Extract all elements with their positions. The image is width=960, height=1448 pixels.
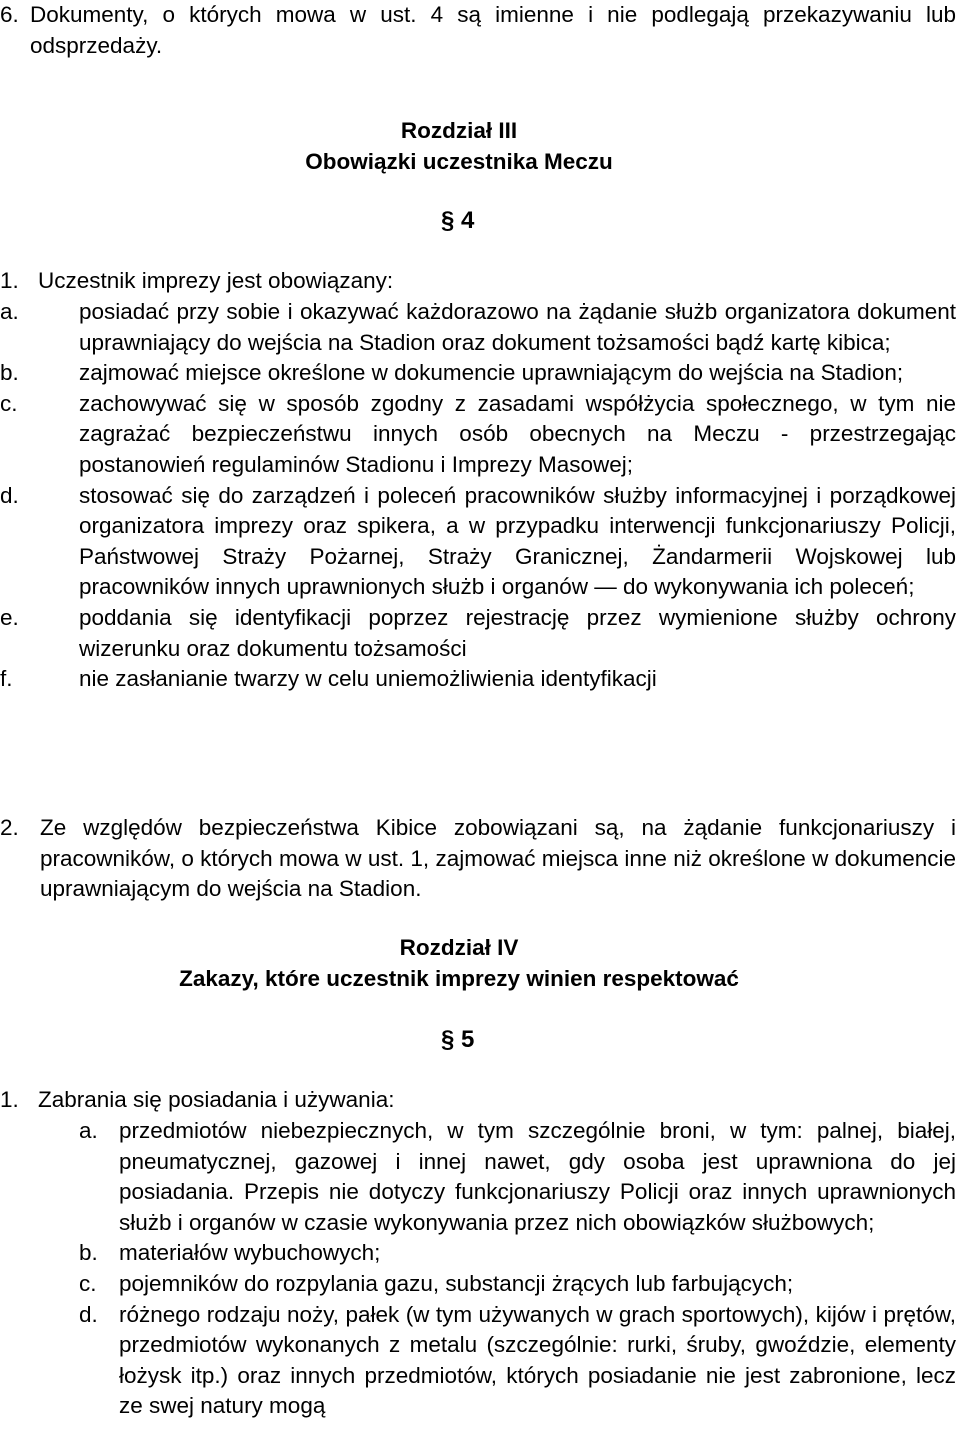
chapter-heading-4 [0, 933, 918, 994]
subitem-text: różnego rodzaju noży, pałek (w tym używanych w grach sportowych), kijów i prętów, przedmiotów wykonanych z metalu (szczególnie: rurki, śruby, gwoździe, elementy łożysk itp.) oraz innych przedmiotów, których posiadanie nie jest zabronione, lecz ze swej natury mogą [119, 1301, 956, 1419]
point-label: 1. [0, 268, 19, 293]
list-item-6 [0, 0, 956, 61]
subitem-label: d. [0, 482, 19, 508]
item-text: Dokumenty, o których mowa w ust. 4 są imienne i nie podlegają przekazywaniu lub odsprzedaży. [30, 2, 956, 58]
point-text: Zabrania się posiadania i używania: [38, 1087, 395, 1112]
section-symbol: § [441, 207, 455, 234]
section4-point-2 [0, 813, 956, 905]
subitem-label: e. [0, 604, 19, 630]
subitem-b [0, 358, 956, 389]
subitem-text: materiałów wybuchowych; [119, 1240, 381, 1266]
section-number: 4 [461, 207, 475, 234]
subitem-text: zachowywać się w sposób zgodny z zasadami współżycia społecznego, w tym nie zagrażać bezpieczeństwu innych osób obecnych na Meczu - przestrzegając postanowień regulaminów Stadionu i Imprezy Masowej; [79, 390, 956, 477]
subitem-text: zajmować miejsce określone w dokumencie uprawniającym do wejścia na Stadion; [79, 360, 904, 386]
subitem-label: c. [0, 390, 18, 416]
section4-point-1 [0, 266, 956, 297]
subitem-label: f. [0, 666, 13, 692]
subitem-label: a. [79, 1118, 98, 1143]
chapter-title: Rozdział III [400, 118, 518, 143]
subitem-text: pojemników do rozpylania gazu, substancji żrących lub farbujących; [119, 1270, 794, 1296]
subitem-label: b. [79, 1240, 98, 1266]
subitem-c [0, 1269, 956, 1300]
section-heading-4 [441, 206, 474, 237]
point-label: 1. [0, 1087, 19, 1112]
subitem-a [0, 1116, 956, 1238]
point-text: Ze względów bezpieczeństwa Kibice zobowiązani są, na żądanie funkcjonariuszy i pracowników, o których mowa w ust. 1, zajmować miejsca inne niż określone w dokumencie uprawniającym do wejścia na Stadion. [40, 815, 956, 902]
item-label: 6. [0, 2, 19, 27]
chapter-subtitle: Obowiązki uczestnika Meczu [305, 148, 613, 174]
subitem-label: a. [0, 299, 19, 324]
chapter-heading-3 [0, 116, 918, 177]
section-heading-5 [441, 1025, 474, 1056]
subitem-text: przedmiotów niebezpiecznych, w tym szczególnie broni, w tym: palnej, białej, pneumatycznej, gazowej i innej nawet, gdy osoba jest uprawniona do jej posiadania. Przepis nie dotyczy funkcjonariuszy Policji oraz innych uprawnionych służb i organów w czasie wykonywania przez nich obowiązków służbowych; [119, 1118, 956, 1235]
subitem-text: nie zasłanianie twarzy w celu uniemożliwienia identyfikacji [79, 666, 657, 692]
subitem-label: c. [79, 1270, 97, 1296]
subitem-text: poddania się identyfikacji poprzez rejestrację przez wymienione służby ochrony wizerunku oraz dokumentu tożsamości [79, 604, 956, 661]
chapter-subtitle: Zakazy, które uczestnik imprezy winien respektować [179, 965, 739, 991]
section4-subitem-list [0, 297, 956, 695]
subitem-label: d. [79, 1301, 98, 1327]
subitem-d [0, 481, 956, 603]
section-number: 5 [461, 1026, 475, 1053]
subitem-text: posiadać przy sobie i okazywać każdorazowo na żądanie służb organizatora dokument uprawniający do wejścia na Stadion oraz dokument tożsamości bądź kartę kibica; [79, 299, 956, 355]
subitem-d [0, 1300, 956, 1422]
subitem-e [0, 603, 956, 664]
subitem-b [0, 1238, 956, 1269]
point-label: 2. [0, 815, 19, 840]
subitem-label: b. [0, 360, 19, 386]
section5-subitem-list [0, 1116, 956, 1422]
section5-point-1 [0, 1085, 956, 1116]
subitem-c [0, 389, 956, 481]
chapter-title: Rozdział IV [399, 935, 519, 960]
subitem-text: stosować się do zarządzeń i poleceń pracowników służby informacyjnej i porządkowej organizatora imprezy oraz spikera, a w przypadku interwencji funkcjonariuszy Policji, Państwowej Straży Pożarnej, Straży Granicznej, Żandarmerii Wojskowej lub pracowników innych uprawnionych służb i organów — do wykonywania ich poleceń; [79, 482, 956, 600]
subitem-a [0, 297, 956, 358]
subitem-f [0, 664, 956, 695]
point-text: Uczestnik imprezy jest obowiązany: [38, 268, 394, 293]
section-symbol: § [441, 1026, 455, 1053]
